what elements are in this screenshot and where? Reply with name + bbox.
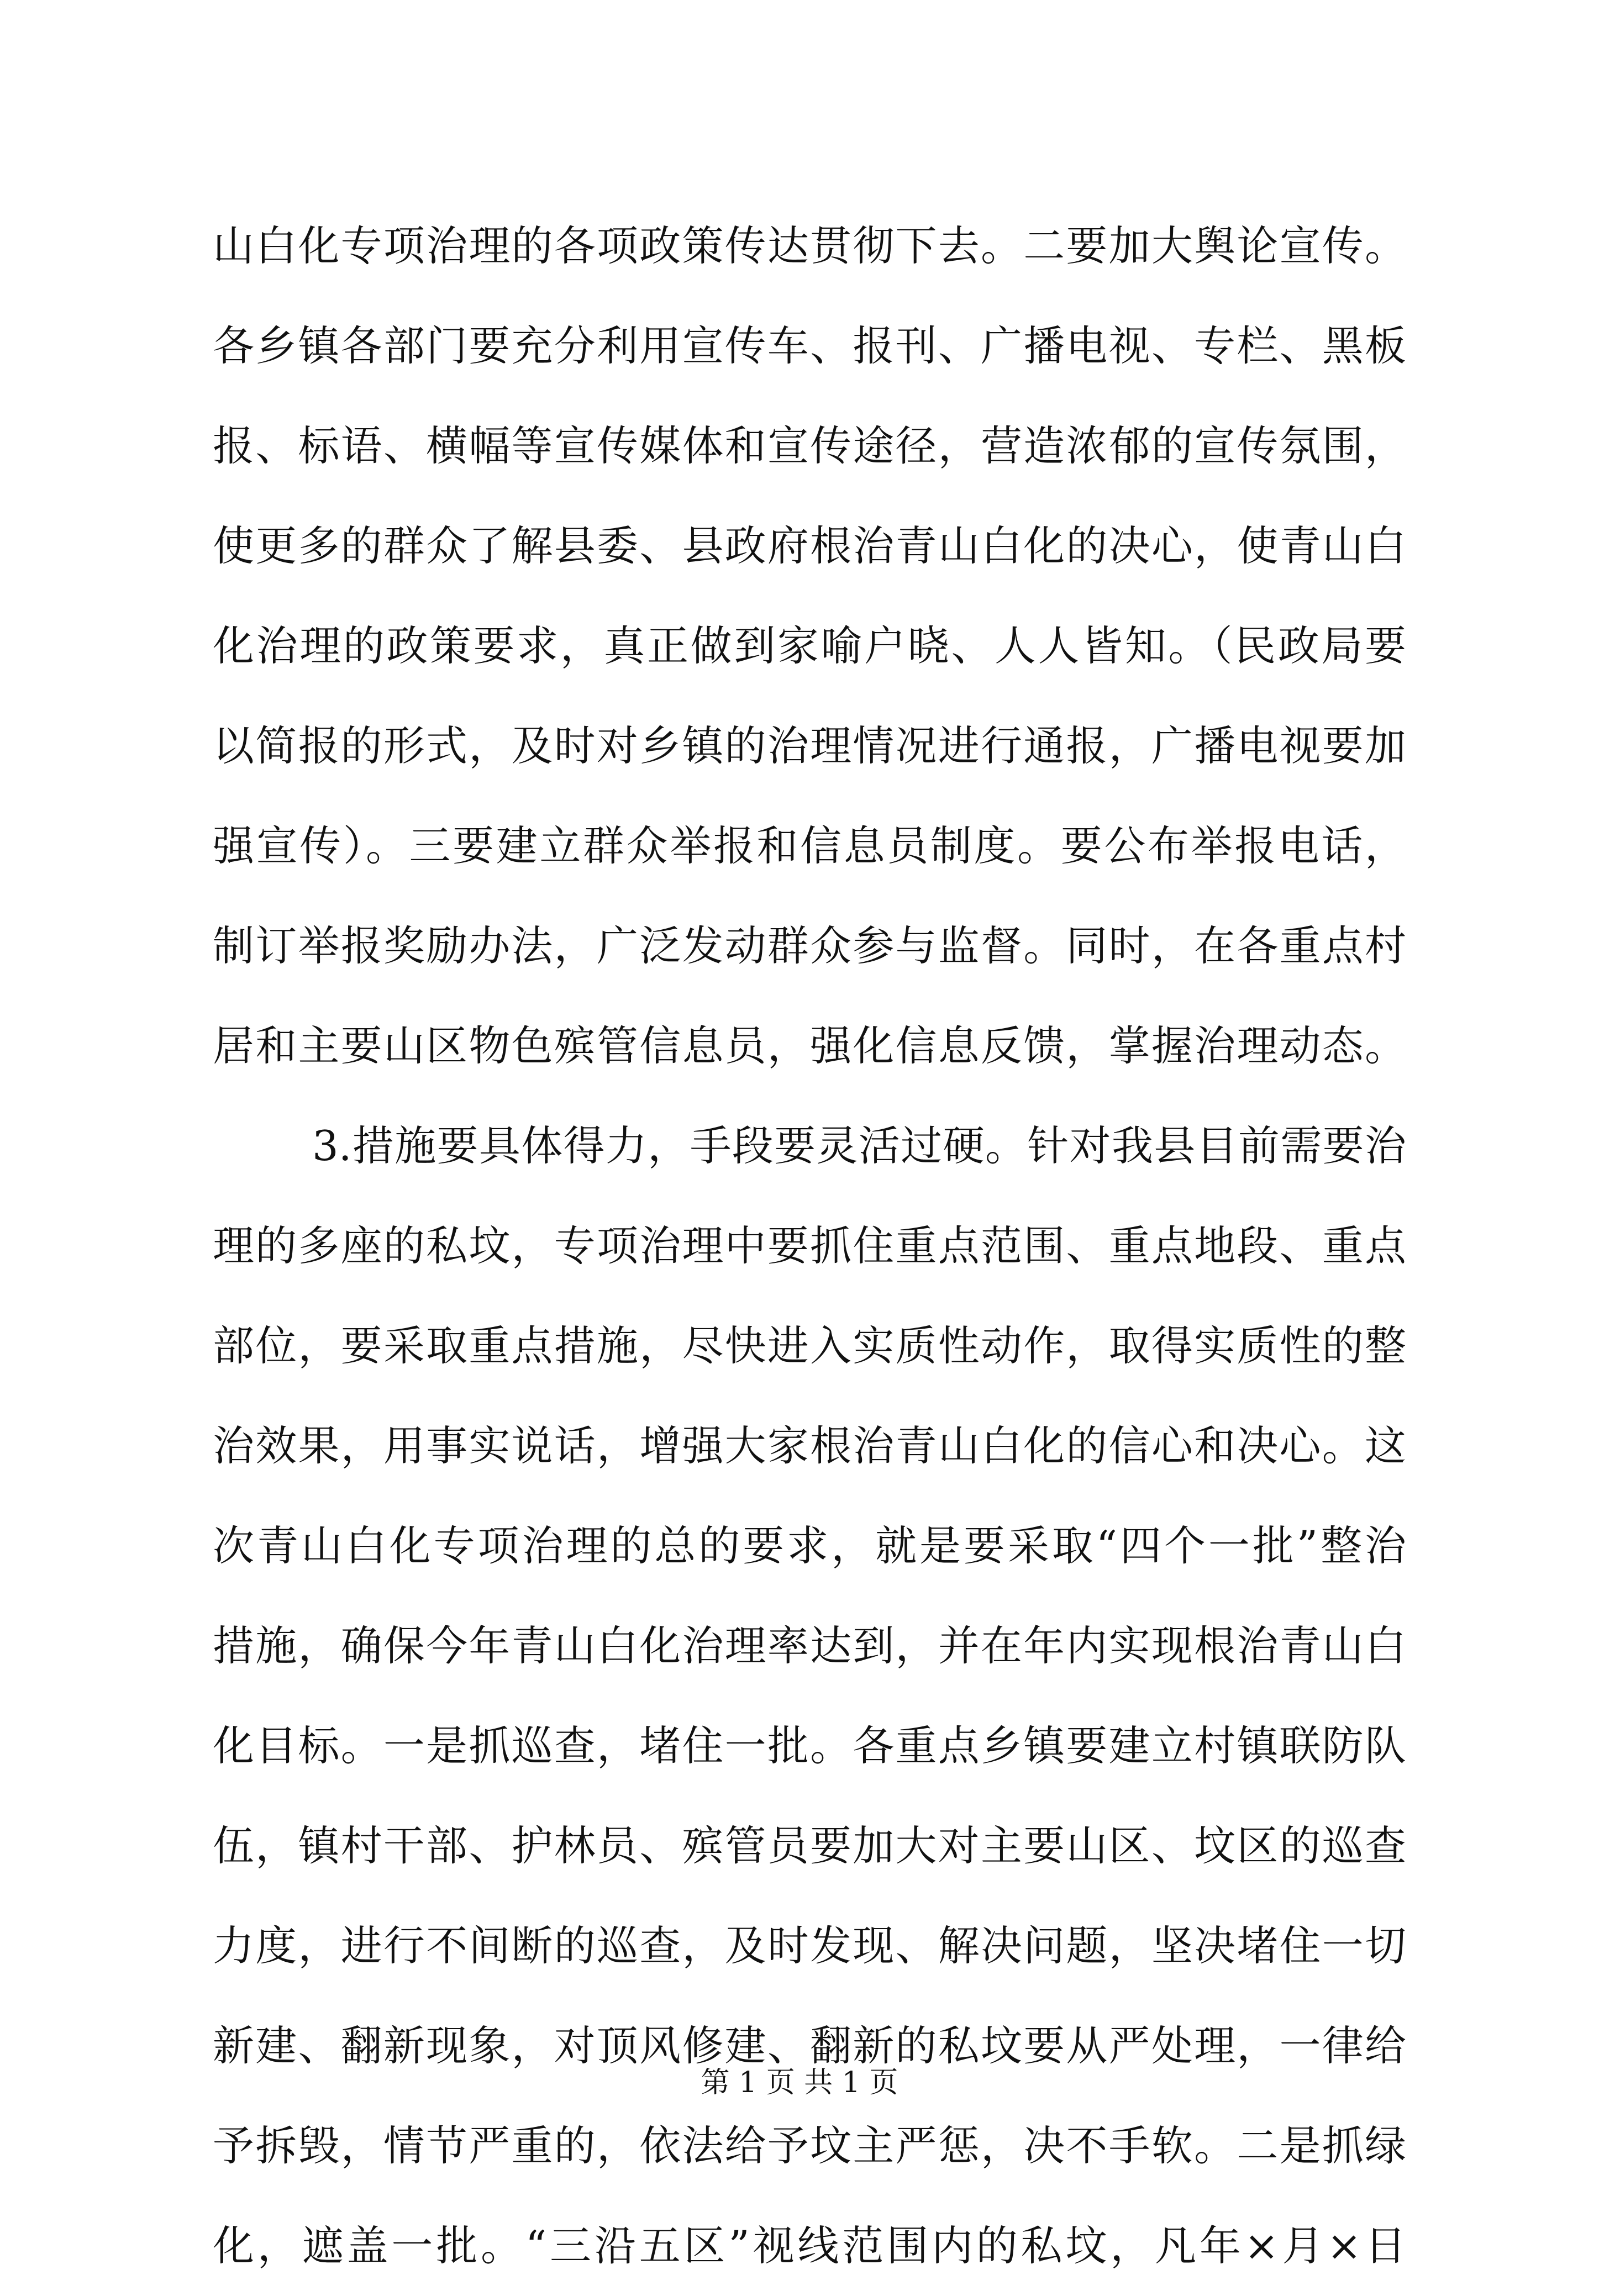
text-line: 部位，要采取重点措施，尽快进入实质性动作，取得实质性的整: [213, 1321, 1406, 1370]
page-number-label: 第 1 页 共 1 页: [701, 2066, 898, 2099]
document-body: [213, 196, 1406, 2296]
text-line: 各乡镇各部门要充分利用宣传车、报刊、广播电视、专栏、黑板: [213, 322, 1406, 370]
text-line: 使更多的群众了解县委、县政府根治青山白化的决心，使青山白: [213, 522, 1406, 570]
text-line: 力度，进行不间断的巡查，及时发现、解决问题，坚决堵住一切: [213, 1921, 1406, 1970]
text-line: 予拆毁，情节严重的，依法给予坟主严惩，决不手软。二是抓绿: [213, 2121, 1406, 2170]
text-line: 制订举报奖励办法，广泛发动群众参与监督。同时，在各重点村: [213, 921, 1406, 970]
text-line: 山白化专项治理的各项政策传达贯彻下去。二要加大舆论宣传。: [213, 222, 1406, 270]
text-line: 化治理的政策要求，真正做到家喻户晓、人人皆知。（民政局要: [213, 622, 1406, 670]
text-line: 理的多座的私坟，专项治理中要抓住重点范围、重点地段、重点: [213, 1221, 1406, 1270]
text-line: 报、标语、横幅等宣传媒体和宣传途径，营造浓郁的宣传氛围，: [213, 422, 1406, 470]
text-line: 伍，镇村干部、护林员、殡管员要加大对主要山区、坟区的巡查: [213, 1821, 1406, 1870]
text-line: 治效果，用事实说话，增强大家根治青山白化的信心和决心。这: [213, 1421, 1406, 1470]
text-line: 以简报的形式，及时对乡镇的治理情况进行通报，广播电视要加: [213, 722, 1406, 770]
paragraph-start-line: 3.措施要具体得力，手段要灵活过硬。针对我县目前需要治: [312, 1121, 1406, 1170]
text-line: 居和主要山区物色殡管信息员，强化信息反馈，掌握治理动态。: [213, 1021, 1406, 1070]
text-line: 化，遮盖一批。“三沿五区”视线范围内的私坟，凡年×月×日: [213, 2221, 1406, 2270]
text-line: 强宣传）。三要建立群众举报和信息员制度。要公布举报电话，: [213, 821, 1406, 870]
text-line: 措施，确保今年青山白化治理率达到，并在年内实现根治青山白: [213, 1621, 1406, 1670]
text-line: 化目标。一是抓巡查，堵住一批。各重点乡镇要建立村镇联防队: [213, 1721, 1406, 1770]
text-line: 次青山白化专项治理的总的要求，就是要采取“四个一批”整治: [213, 1521, 1406, 1570]
text-line: 新建、翻新现象，对顶风修建、翻新的私坟要从严处理，一律给: [213, 2021, 1406, 2070]
page-footer: [0, 2063, 1599, 2102]
